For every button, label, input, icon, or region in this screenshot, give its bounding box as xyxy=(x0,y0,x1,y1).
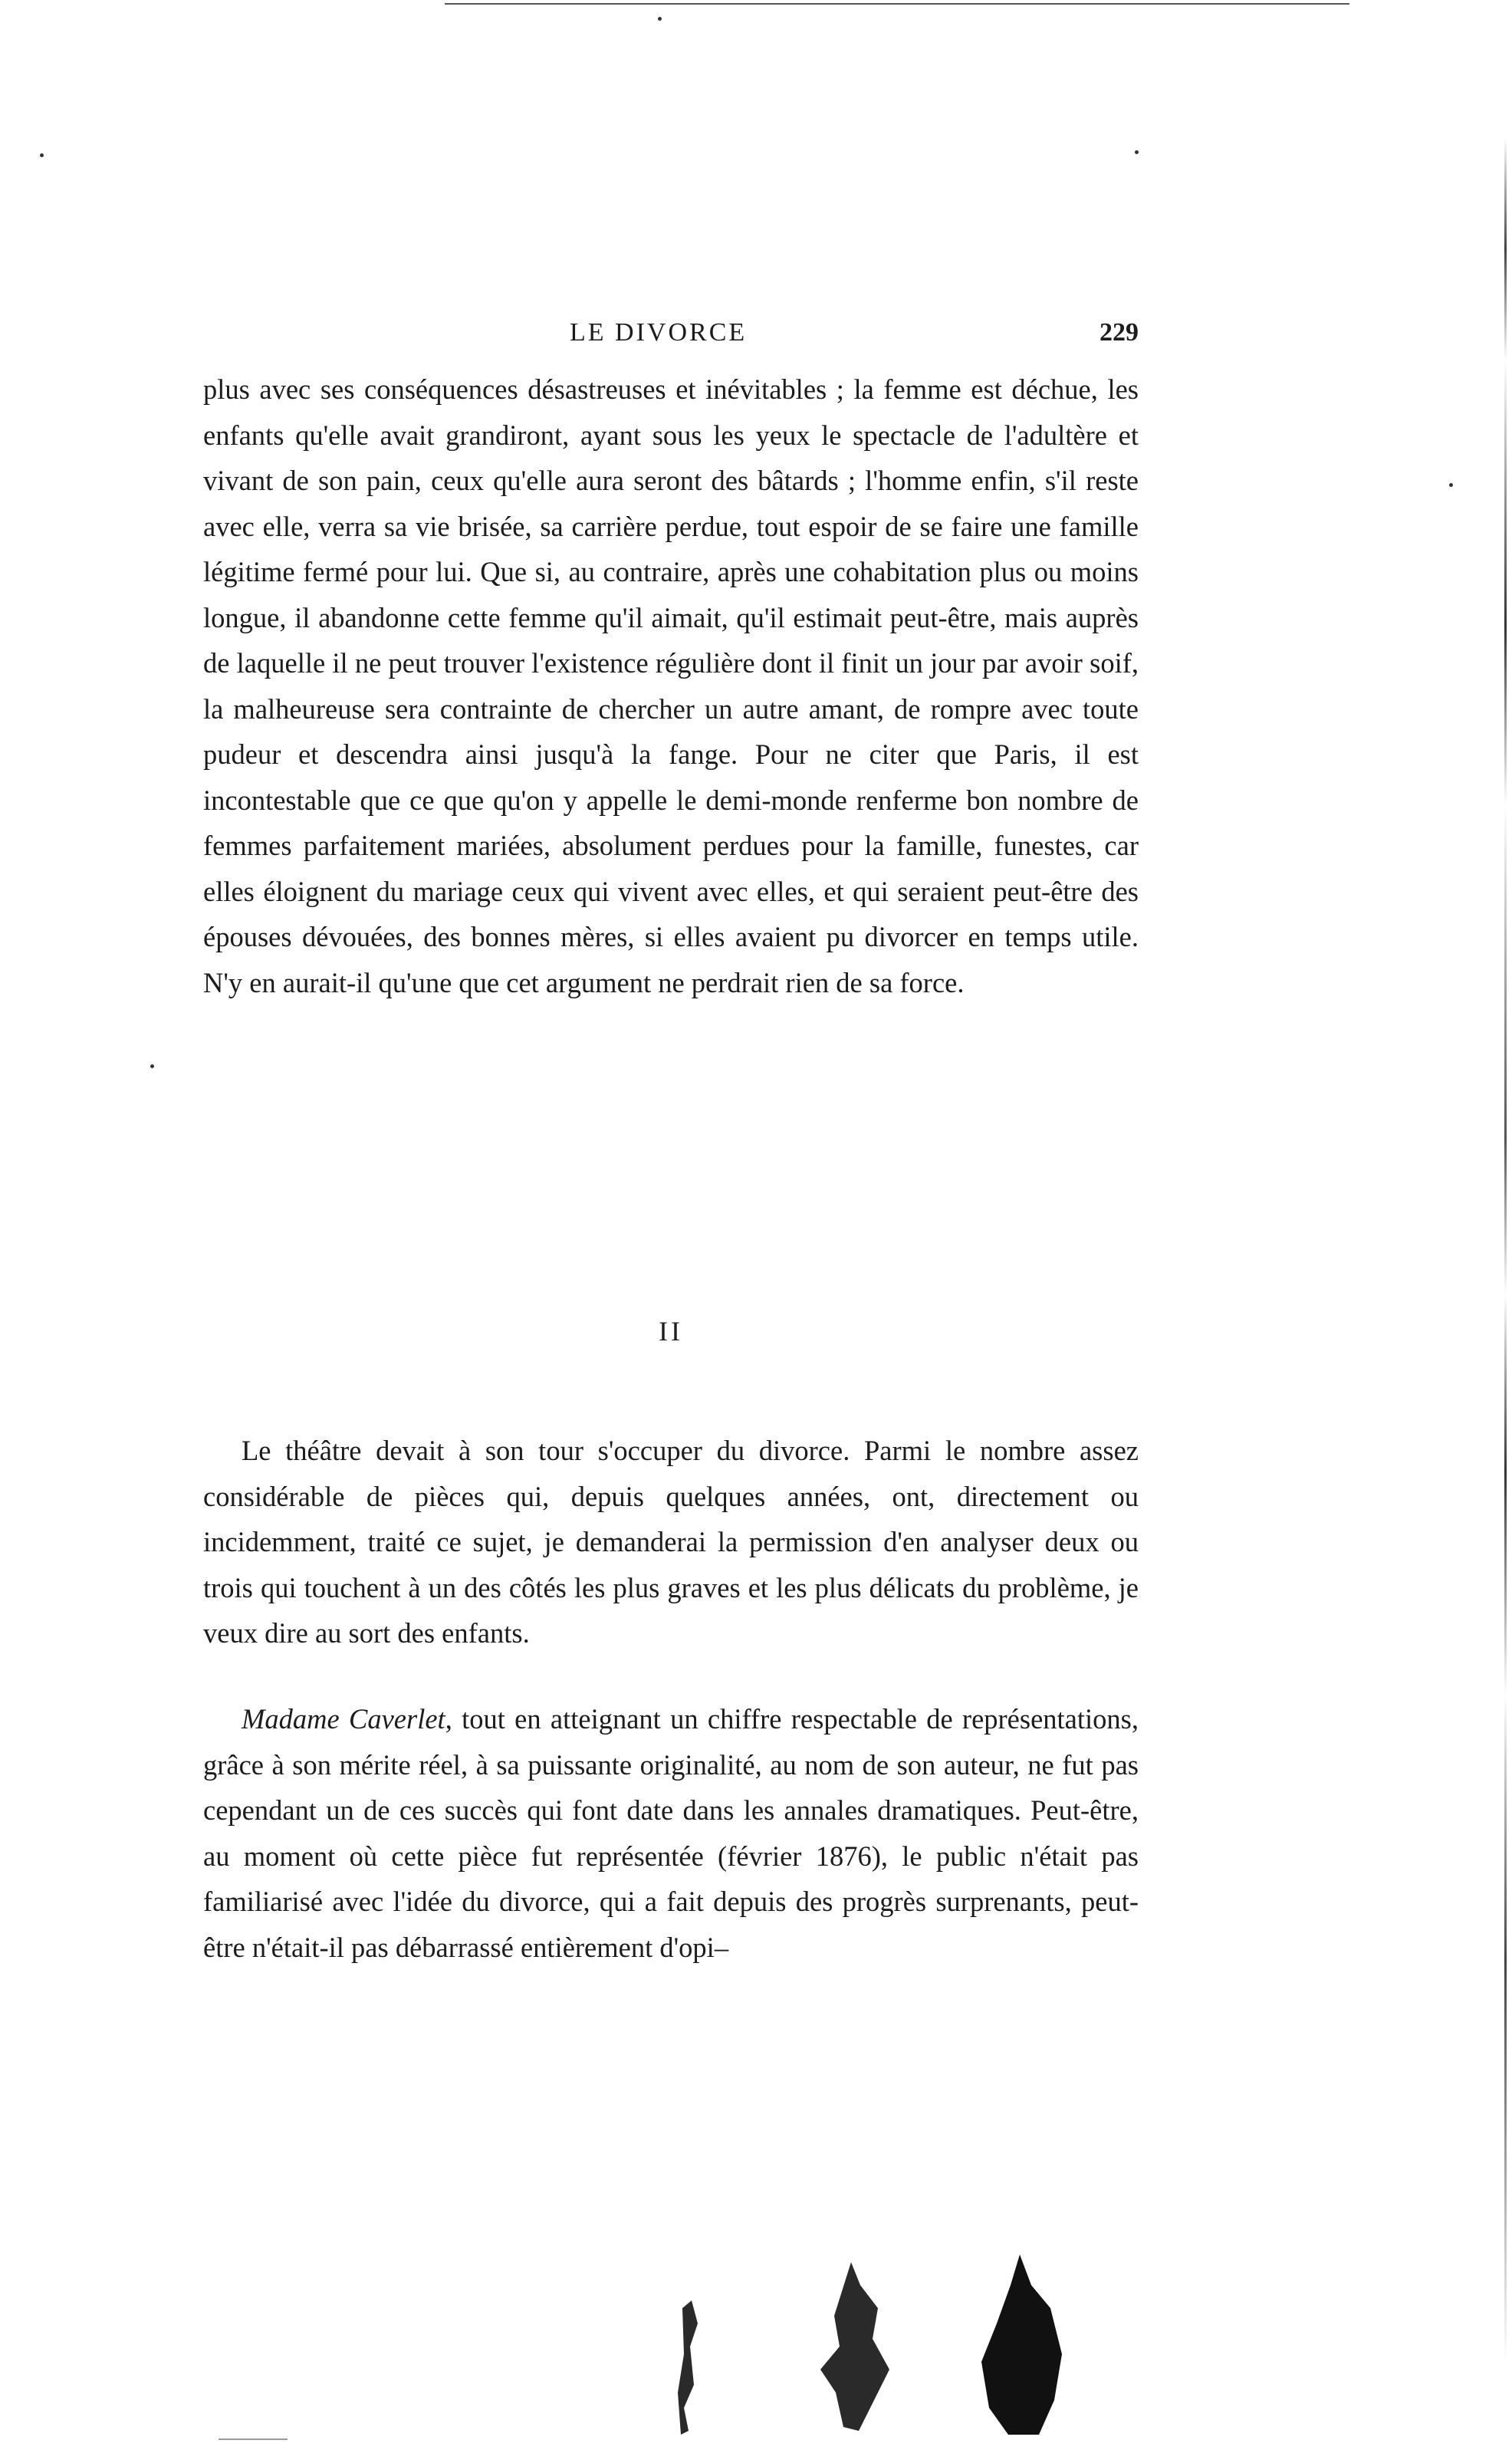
section-number: II xyxy=(659,1316,683,1347)
play-title: Madame Caverlet xyxy=(242,1703,445,1735)
ornament-smudge-right xyxy=(966,2254,1073,2438)
ornament-smudge-center xyxy=(805,2254,905,2438)
scan-edge-top xyxy=(445,3,1349,5)
scan-edge-right xyxy=(1504,138,1507,2362)
scan-speck xyxy=(150,1064,154,1068)
paragraph-continuation: plus avec ses conséquences désastreuses et inévitables ; la femme est déchue, les enfants qu'elle avait grandiront, ayant sous les yeux le spectacle de l'adultère et vivant de son pain, ceux qu'elle aura seront des bâtards ; l'homme enfin, s'il reste avec elle, verra sa vie brisée, sa carrière perdue, tout espoir de se faire une famille légitime fermé pour lui. Que si, au contraire, après une cohabitation plus ou moins longue, il abandonne cette femme qu'il aimait, qu'il estimait peut-être, mais auprès de laquelle il ne peut trouver l'existence régulière dont il finit un jour par avoir soif, la malheureuse sera contrainte de chercher un autre amant, de rompre avec toute pudeur et descendra ainsi jusqu'à la fange. Pour ne citer que Paris, il est incontestable que ce que qu'on y appelle le demi-monde renferme bon nombre de femmes parfaitement mariées, absolument perdues pour la famille, funestes, car elles éloignent du mariage ceux qui vivent avec elles, et qui seraient peut-être des épouses dévouées, des bonnes mères, si elles avaient pu divorcer en temps utile. N'y en aurait-il qu'une que cet argument ne perdrait rien de sa force. xyxy=(203,373,1139,998)
scan-speck xyxy=(40,153,44,157)
scan-speck xyxy=(1449,483,1453,487)
paragraph-madame-caverlet-text: , tout en atteignant un chiffre respectable de représentations, grâce à son mérite réel, à sa puissante originalité, au nom de son auteur, ne fut pas cependant un de ces succès qui font date dans les annales dramatiques. Peut-être, au moment où cette pièce fut représentée (février 1876), le public n'était pas familiarisé avec l'idée du divorce, qui a fait depuis des progrès surprenants, peut-être n'était-il pas débarrassé entièrement d'opi– xyxy=(203,1703,1139,1963)
ornament-smudge-left xyxy=(667,2254,713,2438)
paragraph-theatre-text: Le théâtre devait à son tour s'occuper du divorce. Parmi le nombre assez considérable de pièces qui, depuis quelques années, ont, directement ou incidemment, traité ce sujet, je demanderai la permission d'en analyser deux ou trois qui touchent à un des côtés les plus graves et les plus délicats du problème, je veux dire au sort des enfants. xyxy=(203,1435,1139,1649)
paragraph-madame-caverlet xyxy=(203,1696,1139,1970)
scan-speck xyxy=(1135,150,1139,154)
footer-mark xyxy=(219,2438,288,2440)
paragraph-madame-caverlet-body xyxy=(203,1696,1139,1970)
paragraph-theatre xyxy=(203,1428,1139,1656)
page-number: 229 xyxy=(1099,318,1139,347)
scan-speck xyxy=(658,17,662,21)
running-head xyxy=(203,318,1139,357)
running-title: LE DIVORCE xyxy=(570,318,748,347)
